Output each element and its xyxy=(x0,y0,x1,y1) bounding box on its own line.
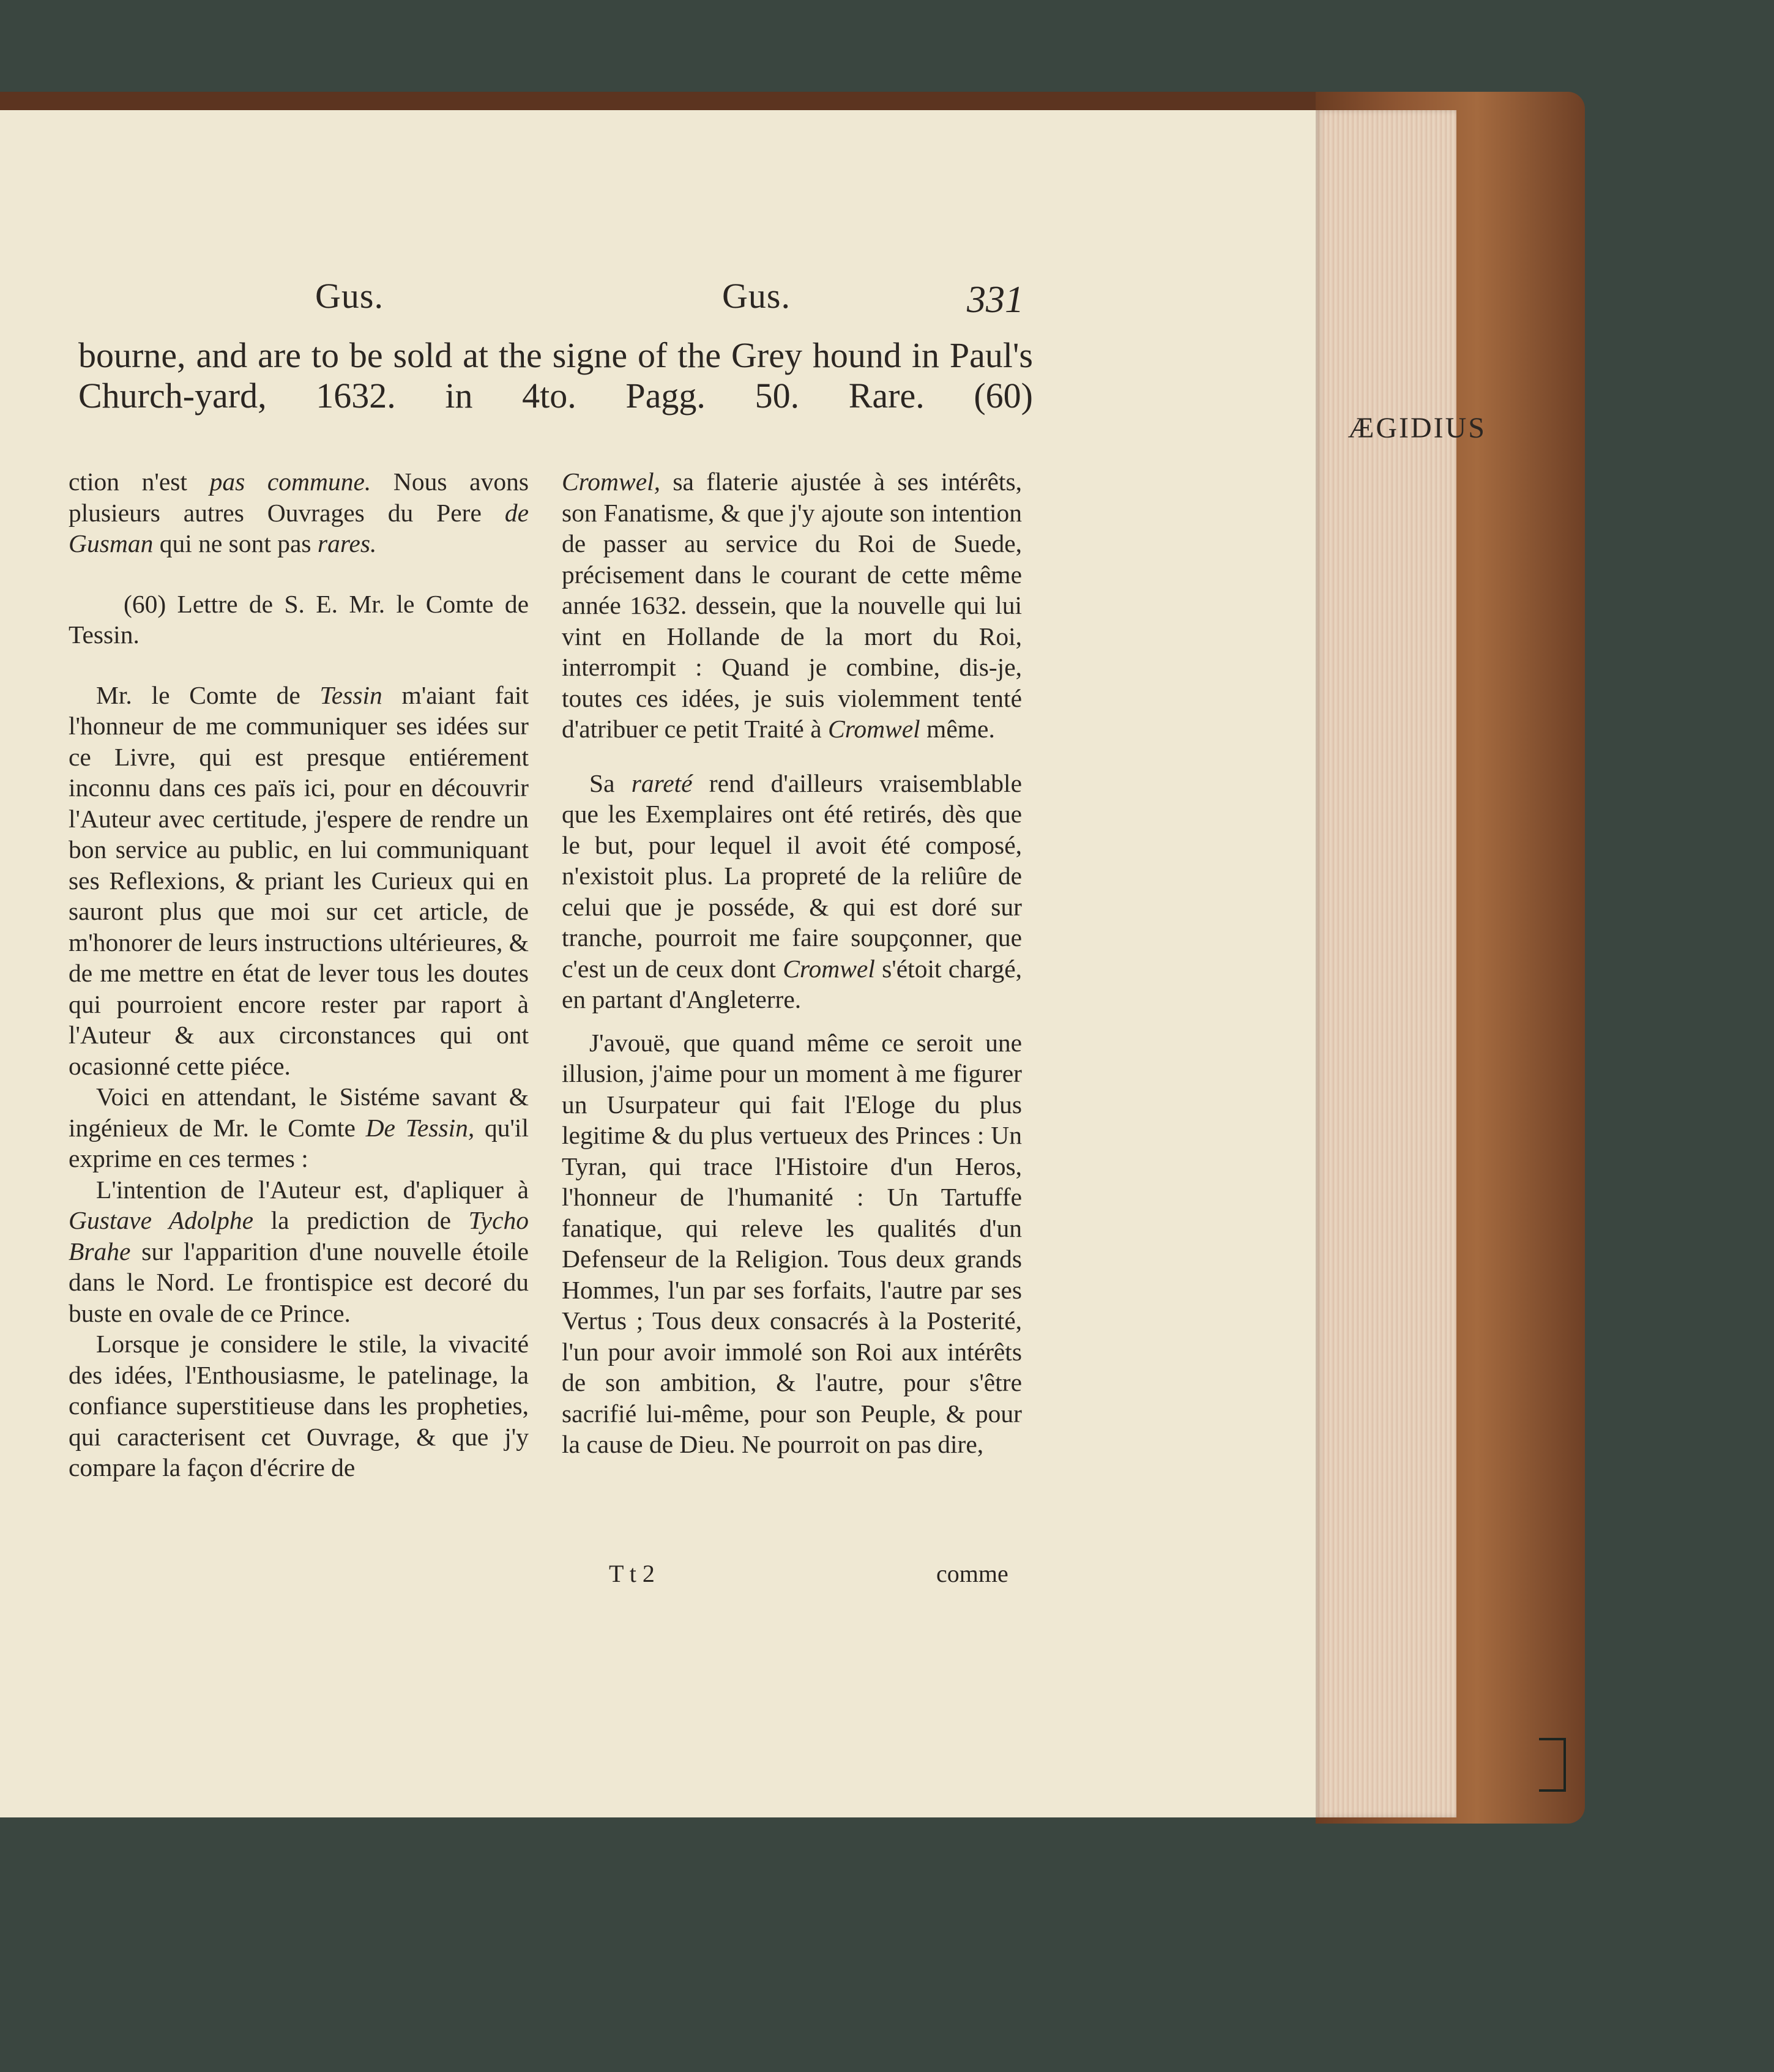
left-paragraph-2 xyxy=(69,680,529,1082)
text-span: L'intention de l'Auteur est, d'apliquer à xyxy=(96,1175,529,1204)
text-span: la prediction de xyxy=(253,1206,469,1234)
italic-span: Gustave Adolphe xyxy=(69,1206,254,1234)
text-span: ction n'est xyxy=(69,468,210,496)
text-span: m'aiant fait l'honneur de me communiquer ses idées sur ce Livre, qui est presque entiérement inconnu dans ces païs ici, pour en découvrir l'Auteur avec certitude, j'espere de rendre un bon service au public, en lui communiquant ses Reflexions, & priant les Curieux qui en sauront plus que moi sur cet article, de m'honorer de leurs instructions ultérieures, & de me mettre en état de lever tous les doutes qui pourroient encore rester par raport à l'Auteur & aux circonstances qui ont ocasionné cette piéce. xyxy=(69,680,529,1080)
italic-span: De Tessin, xyxy=(365,1113,475,1142)
imprint-line-2: Church-yard, 1632. in 4to. Pagg. 50. Rare. (60) xyxy=(78,376,1033,416)
signature-mark: T t 2 xyxy=(609,1560,655,1587)
italic-span: Cromwel xyxy=(783,954,875,983)
footnote-60: (60) Lettre de S. E. Mr. le Comte de Tessin. xyxy=(69,589,529,649)
page-edges xyxy=(1316,110,1456,1817)
page-number: 331 xyxy=(967,279,1024,321)
italic-span: Cromwel xyxy=(828,715,920,743)
italic-span: Tycho Brahe xyxy=(69,1206,529,1265)
left-paragraph-1 xyxy=(69,466,529,559)
text-span: Sa xyxy=(589,769,632,797)
italic-span: rares. xyxy=(317,529,377,557)
text-span: sur l'apparition d'une nouvelle étoile dans le Nord. Le frontispice est decoré du buste en ovale de ce Prince. xyxy=(69,1237,529,1327)
text-span: s'étoit chargé, en partant d'Angleterre. xyxy=(562,954,1022,1013)
running-head-left: Gus. xyxy=(315,276,384,316)
text-span: Nous avons plusieurs autres Ouvrages du Pere xyxy=(69,468,529,527)
italic-span: pas commune. xyxy=(209,468,371,496)
left-paragraph-3 xyxy=(69,1081,529,1174)
right-column xyxy=(562,466,1022,1460)
right-paragraph-1 xyxy=(562,466,1022,745)
text-span: qui ne sont pas xyxy=(153,529,318,557)
text-span: sa flaterie ajustée à ses intérêts, son Fanatisme, & que j'y ajoute son intention de passer au service du Roi de Suede, précisement dans le courant de cette même année 1632. dessein, que la nouvelle qui lui vint en Hollande de la mort du Roi, interrompit : Quand je combine, dis-je, toutes ces idées, je suis violemment tenté d'atribuer ce petit Traité à xyxy=(562,468,1022,743)
text-span: Mr. le Comte de xyxy=(96,680,320,709)
text-span: rend d'ailleurs vraisemblable que les Exemplaires ont été retirés, dès que le but, pour lequel il avoit été composé, n'existoit plus. La propreté de la reliûre de celui que je posséde, & qui est doré sur tranche, pourroit me faire soupçonner, que c'est un de ceux dont xyxy=(562,769,1023,983)
spacer xyxy=(69,650,529,680)
left-paragraph-5: Lorsque je considere le stile, la vivacité des idées, l'Enthousiasme, le patelinage, la confiance superstitieuse dans les propheties, qui caracterisent cet Ouvrage, & que j'y compare la façon d'écrire de xyxy=(69,1330,529,1481)
catchword: comme xyxy=(936,1560,1008,1587)
spacer xyxy=(69,559,529,589)
italic-span: Cromwel, xyxy=(562,468,661,496)
italic-span: de Gusman xyxy=(69,498,529,557)
running-head-right: Gus. xyxy=(722,276,791,316)
text-span: Voici en attendant, le Sistéme savant & ingénieux de Mr. le Comte xyxy=(69,1083,529,1142)
left-paragraph-4 xyxy=(69,1174,529,1329)
right-paragraph-2 xyxy=(562,768,1022,1015)
run-on-word: ÆGIDIUS xyxy=(1347,412,1486,444)
spacer xyxy=(562,1015,1022,1027)
spacer xyxy=(562,745,1022,768)
text-span: qu'il exprime en ces termes : xyxy=(69,1113,529,1172)
text-span: même. xyxy=(920,715,995,743)
imprint-line-1: bourne, and are to be sold at the signe of the Grey hound in Paul's xyxy=(78,335,1033,375)
italic-span: Tessin xyxy=(319,680,382,709)
right-paragraph-3: J'avouë, que quand même ce seroit une illusion, j'aime pour un moment à me figurer un Usurpateur qui fait l'Eloge du plus legitime & du plus vertueux des Princes : Un Tyran, qui trace l'Histoire d'un Heros, l'honneur de l'humanité : Un Tartuffe fanatique, qui releve les qualités d'un Defenseur de la Religion. Tous deux grands Hommes, l'un par ses forfaits, l'autre par ses Vertus ; Tous deux consacrés à la Posterité, l'un pour avoir immolé son Roi aux intérêts de son ambition, & l'autre, pour s'être sacrifié lui-même, pour son Peuple, & pour la cause de Dieu. Ne pourroit on pas dire, xyxy=(562,1028,1022,1458)
left-column xyxy=(69,466,529,1483)
bookmark-tab xyxy=(1539,1738,1566,1792)
italic-span: rareté xyxy=(631,769,693,797)
